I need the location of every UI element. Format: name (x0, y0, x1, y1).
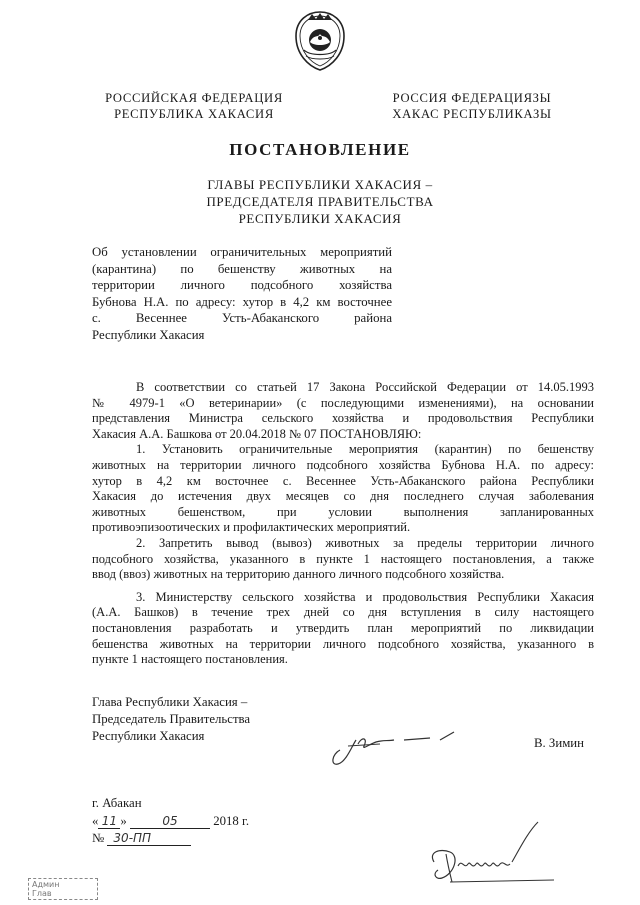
date-open-quote: « (92, 814, 99, 828)
body-line: 2. Запретить вывод (вывоз) животных за пределы территории личного (136, 535, 594, 550)
body-line: 1. Установить ограничительные мероприятия (карантин) по бешенству (136, 442, 594, 457)
body-line: В соответствии со статьей 17 Закона Российской Федерации от 14.05.1993 (136, 380, 594, 394)
subject-line: Республики Хакасия (92, 327, 205, 342)
coat-of-arms-emblem (292, 10, 348, 72)
subject-line: (карантина) по бешенству животных на (92, 261, 392, 276)
body-line: Хакасия А.А. Башкова от 20.04.2018 № 07 ПОСТАНОВЛЯЮ: (92, 426, 422, 441)
document-subject (92, 244, 392, 344)
document-title: ПОСТАНОВЛЕНИЕ (229, 140, 411, 159)
subtitle-line: РЕСПУБЛИКИ ХАКАСИЯ (238, 211, 402, 226)
signatory-line: Председатель Правительства (92, 712, 251, 726)
stamp-line: Админ (32, 880, 60, 889)
signatory-line: Республики Хакасия (92, 729, 205, 743)
document-body (92, 380, 594, 668)
subject-line: территории личного подсобного хозяйства (92, 278, 392, 293)
body-line: бешенства животных на территории личного подсобного хозяйства, указанного в (92, 636, 594, 651)
signatory-title (92, 694, 250, 745)
number-value: 30-ПП (107, 831, 191, 846)
body-line: (А.А. Башков) в течение трех дней со дня вступления в силу настоящего (92, 605, 594, 620)
subtitle-line: ГЛАВЫ РЕСПУБЛИКИ ХАКАСИЯ – (207, 177, 433, 192)
preamble-paragraph (92, 380, 594, 442)
date-month: 05 (130, 814, 210, 829)
body-line: постановления разработать и утвердить план мероприятий по ликвидации (92, 620, 594, 635)
body-line: 3. Министерству сельского хозяйства и продовольствия Республики Хакасия (136, 589, 594, 604)
header-right-line2: ХАКАС РЕСПУБЛИКАЗЫ (392, 107, 552, 121)
number-prefix: № (92, 831, 105, 845)
header-left-line1: РОССИЙСКАЯ ФЕДЕРАЦИЯ (105, 91, 283, 105)
body-line: № 4979-1 «О ветеринарии» (с последующими изменениями), на основании (92, 395, 594, 410)
body-line: хутор в 4,2 км восточнее с. Весеннее Усть-Абаканского района Республики (92, 473, 594, 488)
body-line: подсобного хозяйства, указанного в пункте 1 настоящего постановления, а также (92, 551, 594, 566)
body-line: животных бешенством, при условии выполнения запланированных (92, 504, 594, 519)
signatory-line: Глава Республики Хакасия – (92, 695, 248, 709)
subject-line: Об установлении ограничительных мероприятий (92, 245, 392, 259)
header-khakas (372, 90, 572, 122)
item-2-paragraph (92, 536, 594, 583)
date-close-quote: » (120, 814, 127, 828)
body-line: представления Министра сельского хозяйства и продовольствия Республики (92, 411, 594, 426)
header-russian (94, 90, 294, 122)
registration-stamp (28, 878, 98, 900)
body-line: пункте 1 настоящего постановления. (92, 652, 288, 667)
body-line: противоэпизоотических и профилактических мероприятий. (92, 520, 411, 535)
header-left-line2: РЕСПУБЛИКА ХАКАСИЯ (114, 107, 274, 121)
subject-line: с. Весеннее Усть-Абаканского района (92, 311, 392, 326)
handwritten-signature-clerk (420, 818, 570, 890)
document-subtitle (180, 176, 460, 227)
body-line: ввод (ввоз) животных на территорию данного личного подсобного хозяйства. (92, 567, 505, 582)
handwritten-signature-head (318, 714, 468, 774)
header-right-line1: РОССИЯ ФЕДЕРАЦИЯЗЫ (392, 91, 552, 105)
item-3-paragraph (92, 590, 594, 668)
document-date (92, 814, 249, 829)
document-number (92, 831, 191, 846)
body-line: животных на территории личного подсобного хозяйства Бубнова Н.А. по адресу: (92, 457, 594, 472)
item-1-paragraph (92, 442, 594, 536)
date-year: 2018 г. (213, 814, 250, 828)
date-day: 11 (98, 814, 120, 829)
place-of-issue: г. Абакан (92, 796, 142, 810)
subject-line: Бубнова Н.А. по адресу: хутор в 4,2 км восточнее (92, 294, 392, 309)
signatory-name: В. Зимин (534, 736, 584, 750)
subtitle-line: ПРЕДСЕДАТЕЛЯ ПРАВИТЕЛЬСТВА (206, 194, 434, 209)
body-line: Хакасия до истечения двух месяцев со дня последнего случая заболевания (92, 489, 594, 504)
stamp-line: Глав (32, 889, 52, 898)
